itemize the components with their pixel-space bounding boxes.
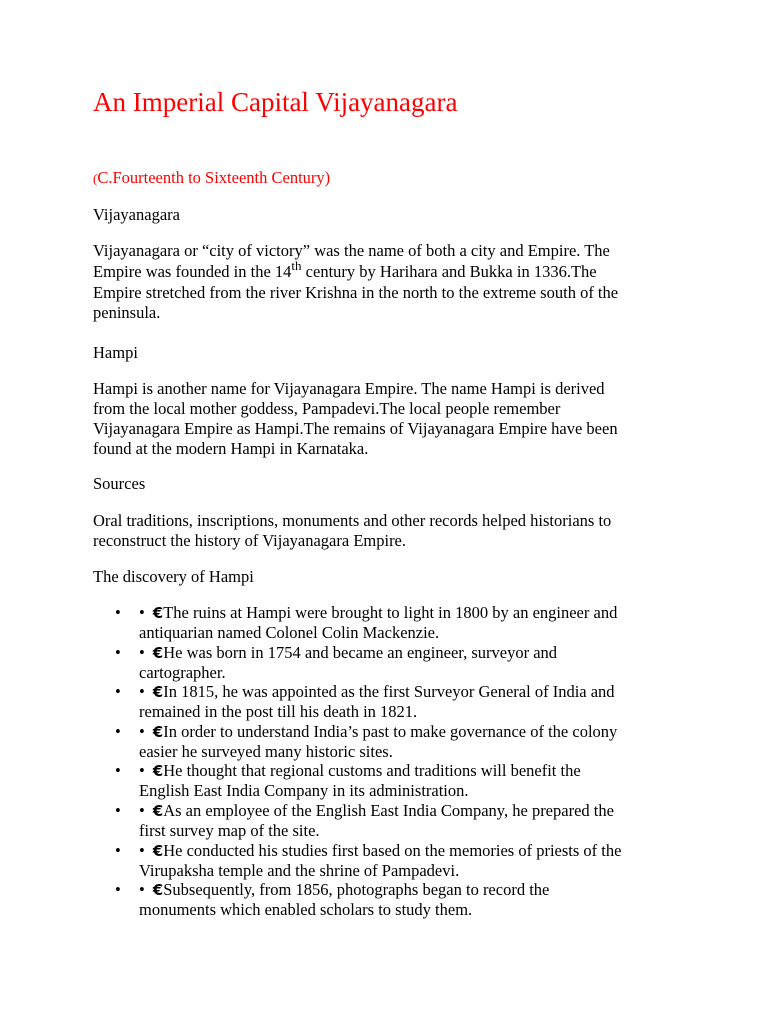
list-item: [93, 880, 683, 920]
paragraph-line: from the local mother goddess, Pampadevi.The local people remember: [93, 399, 561, 418]
paragraph-line: reconstruct the history of Vijayanagara Empire.: [93, 531, 407, 550]
list-item-text: English East India Company in its administration.: [139, 781, 469, 801]
list-item: [93, 761, 683, 801]
list-item-text: monuments which enabled scholars to study them.: [139, 900, 473, 920]
bullet-icon: •: [115, 603, 121, 622]
list-item-text: antiquarian named Colonel Colin Mackenzie.: [139, 623, 440, 642]
text-fragment: Empire was founded in the 14: [93, 262, 292, 281]
list-item-text: cartographer.: [139, 662, 226, 682]
paragraph-line: peninsula.: [93, 303, 161, 322]
bullet-icon: •: [139, 603, 145, 622]
paragraph-line: Oral traditions, inscriptions, monuments and other records helped historians to: [93, 511, 612, 530]
euro-sign-icon: €: [152, 802, 164, 821]
paragraph-line: [93, 258, 683, 283]
bullet-icon: •: [115, 801, 121, 821]
list-item: [93, 682, 683, 722]
section-heading-hampi: Hampi: [93, 343, 138, 362]
bullet-icon: •: [139, 880, 145, 900]
bullet-icon: •: [139, 840, 145, 860]
page-title: An Imperial Capital Vijayanagara: [93, 87, 458, 117]
bullet-icon: •: [139, 642, 145, 662]
discovery-bullet-list: [93, 603, 683, 920]
euro-sign-icon: €: [152, 604, 164, 622]
list-item-text: As an employee of the English East India Company, he prepared the: [163, 801, 614, 821]
list-item: [93, 841, 683, 881]
list-item-text: He was born in 1754 and became an engineer, surveyor and: [163, 642, 558, 662]
list-item-text: He thought that regional customs and traditions will benefit the: [163, 761, 581, 781]
bullet-icon: •: [115, 880, 121, 900]
list-item-text: In 1815, he was appointed as the first Surveyor General of India and: [163, 682, 615, 702]
list-item: [93, 801, 683, 841]
euro-sign-icon: €: [152, 722, 164, 741]
paragraph-hampi: [93, 379, 683, 459]
section-heading-discovery: The discovery of Hampi: [93, 567, 254, 586]
page-subtitle: [93, 168, 330, 188]
section-heading-sources: Sources: [93, 474, 146, 493]
list-item-text: Subsequently, from 1856, photographs began to record the: [163, 880, 550, 900]
list-item: [93, 643, 683, 683]
text-fragment: century by Harihara and Bukka in 1336.The: [301, 262, 597, 281]
bullet-icon: •: [115, 761, 121, 781]
list-item-text: first survey map of the site.: [139, 821, 320, 841]
euro-sign-icon: €: [152, 762, 164, 781]
paragraph-line: Vijayanagara Empire as Hampi.The remains of Vijayanagara Empire have been: [93, 419, 618, 438]
bullet-icon: •: [139, 761, 145, 781]
subtitle-text: C.Fourteenth to Sixteenth Century): [97, 168, 331, 187]
bullet-icon: •: [139, 721, 145, 741]
bullet-icon: •: [115, 682, 121, 702]
euro-sign-icon: €: [152, 881, 164, 900]
euro-sign-icon: €: [152, 683, 164, 702]
paragraph-sources: [93, 511, 683, 551]
subtitle-paren: (: [93, 171, 98, 186]
bullet-icon: •: [139, 682, 145, 702]
bullet-icon: •: [115, 642, 121, 662]
list-item-text: remained in the post till his death in 1821.: [139, 702, 418, 722]
list-item-text: He conducted his studies first based on the memories of priests of the: [163, 840, 622, 860]
euro-sign-icon: €: [152, 643, 164, 662]
bullet-icon: •: [115, 721, 121, 741]
bullet-icon: •: [139, 801, 145, 821]
bullet-icon: •: [115, 840, 121, 860]
ordinal-suffix: th: [291, 258, 302, 273]
list-item-text: The ruins at Hampi were brought to light in 1800 by an engineer and: [163, 603, 618, 622]
list-item-text: In order to understand India’s past to make governance of the colony: [163, 721, 618, 741]
paragraph-line: Vijayanagara or “city of victory” was the name of both a city and Empire. The: [93, 241, 610, 260]
list-item-text: easier he surveyed many historic sites.: [139, 741, 393, 761]
list-item: [93, 603, 683, 643]
paragraph-line: Empire stretched from the river Krishna in the north to the extreme south of the: [93, 283, 619, 302]
section-heading-vijayanagara: Vijayanagara: [93, 205, 180, 224]
paragraph-vijayanagara: [93, 241, 683, 323]
euro-sign-icon: €: [152, 841, 164, 860]
paragraph-line: found at the modern Hampi in Karnataka.: [93, 439, 369, 458]
paragraph-line: Hampi is another name for Vijayanagara Empire. The name Hampi is derived: [93, 379, 605, 398]
list-item: [93, 722, 683, 762]
list-item-text: Virupaksha temple and the shrine of Pampadevi.: [139, 860, 460, 880]
